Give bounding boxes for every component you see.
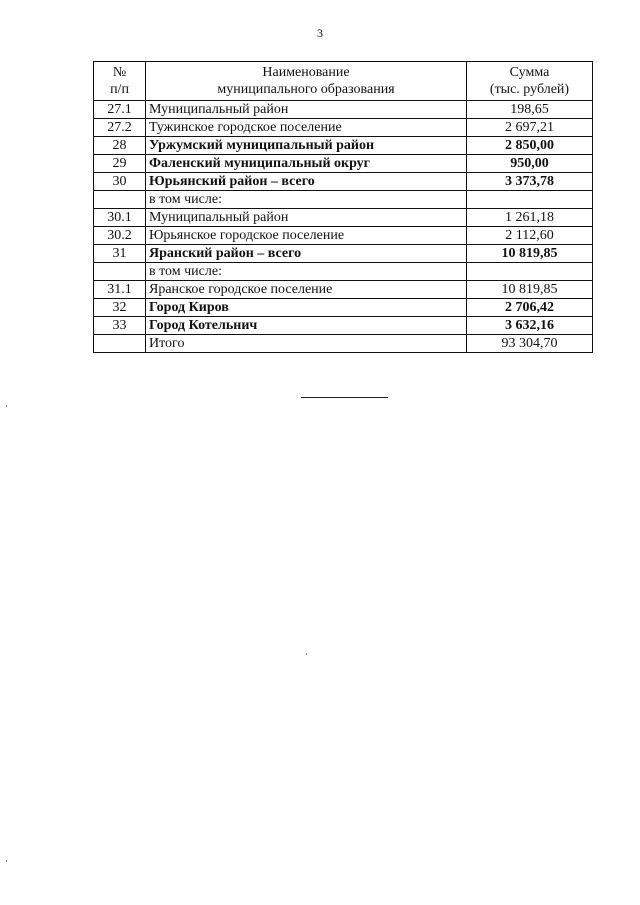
header-name xyxy=(146,62,467,101)
row-sum-cell: 198,65 xyxy=(467,101,593,119)
row-name-cell: Муниципальный район xyxy=(146,209,467,227)
row-sum-cell: 10 819,85 xyxy=(467,245,593,263)
row-name-cell: Юрьянский район – всего xyxy=(146,173,467,191)
row-name-cell: Уржумский муниципальный район xyxy=(146,137,467,155)
row-number-cell: 31 xyxy=(94,245,146,263)
row-number-cell: 30.2 xyxy=(94,227,146,245)
row-name-cell: Муниципальный район xyxy=(146,101,467,119)
row-name-cell: в том числе: xyxy=(146,191,467,209)
row-number-cell: 27.1 xyxy=(94,101,146,119)
row-sum-cell: 950,00 xyxy=(467,155,593,173)
row-sum-cell: 3 632,16 xyxy=(467,317,593,335)
end-divider-line xyxy=(301,397,388,398)
row-sum-cell: 2 706,42 xyxy=(467,299,593,317)
table-row xyxy=(94,335,593,353)
scan-speck xyxy=(306,653,307,655)
row-number-cell xyxy=(94,335,146,353)
table-row xyxy=(94,155,593,173)
table-row xyxy=(94,281,593,299)
table-row xyxy=(94,209,593,227)
row-number-cell: 33 xyxy=(94,317,146,335)
row-name-cell: Итого xyxy=(146,335,467,353)
table-row xyxy=(94,299,593,317)
table-header-row xyxy=(94,62,593,101)
table-row xyxy=(94,101,593,119)
row-name-cell: в том числе: xyxy=(146,263,467,281)
row-sum-cell: 2 112,60 xyxy=(467,227,593,245)
row-name-cell: Фаленский муниципальный округ xyxy=(146,155,467,173)
header-name-line1: Наименование xyxy=(262,65,350,80)
row-name-cell: Тужинское городское поселение xyxy=(146,119,467,137)
row-name-cell: Город Котельнич xyxy=(146,317,467,335)
row-name-cell: Яранский район – всего xyxy=(146,245,467,263)
row-sum-cell: 1 261,18 xyxy=(467,209,593,227)
row-sum-cell: 2 850,00 xyxy=(467,137,593,155)
header-name-line2: муниципального образования xyxy=(217,82,395,97)
table-row xyxy=(94,263,593,281)
row-name-cell: Город Киров xyxy=(146,299,467,317)
table-row xyxy=(94,191,593,209)
page-number: 3 xyxy=(317,26,323,40)
row-number-cell: 27.2 xyxy=(94,119,146,137)
row-sum-cell: 2 697,21 xyxy=(467,119,593,137)
row-number-cell: 31.1 xyxy=(94,281,146,299)
row-number-cell: 32 xyxy=(94,299,146,317)
header-number xyxy=(94,62,146,101)
scan-speck xyxy=(6,405,7,407)
header-sum-line1: Сумма xyxy=(509,65,550,80)
row-number-cell: 30.1 xyxy=(94,209,146,227)
table-body xyxy=(94,101,593,353)
row-number-cell xyxy=(94,191,146,209)
header-sum xyxy=(467,62,593,101)
row-name-cell: Яранское городское поселение xyxy=(146,281,467,299)
row-sum-cell: 93 304,70 xyxy=(467,335,593,353)
table-row xyxy=(94,137,593,155)
row-number-cell: 29 xyxy=(94,155,146,173)
header-sum-line2: (тыс. рублей) xyxy=(489,82,570,97)
row-number-cell: 30 xyxy=(94,173,146,191)
scan-speck xyxy=(6,860,7,862)
table-row xyxy=(94,245,593,263)
row-sum-cell: 3 373,78 xyxy=(467,173,593,191)
allocation-table xyxy=(93,61,593,353)
row-sum-cell xyxy=(467,263,593,281)
table-row xyxy=(94,317,593,335)
row-sum-cell xyxy=(467,191,593,209)
row-number-cell: 28 xyxy=(94,137,146,155)
table-row xyxy=(94,119,593,137)
header-number-line2: п/п xyxy=(110,82,129,97)
table-row xyxy=(94,227,593,245)
table-row xyxy=(94,173,593,191)
header-number-line1: № xyxy=(112,65,127,80)
row-number-cell xyxy=(94,263,146,281)
row-name-cell: Юрьянское городское поселение xyxy=(146,227,467,245)
row-sum-cell: 10 819,85 xyxy=(467,281,593,299)
